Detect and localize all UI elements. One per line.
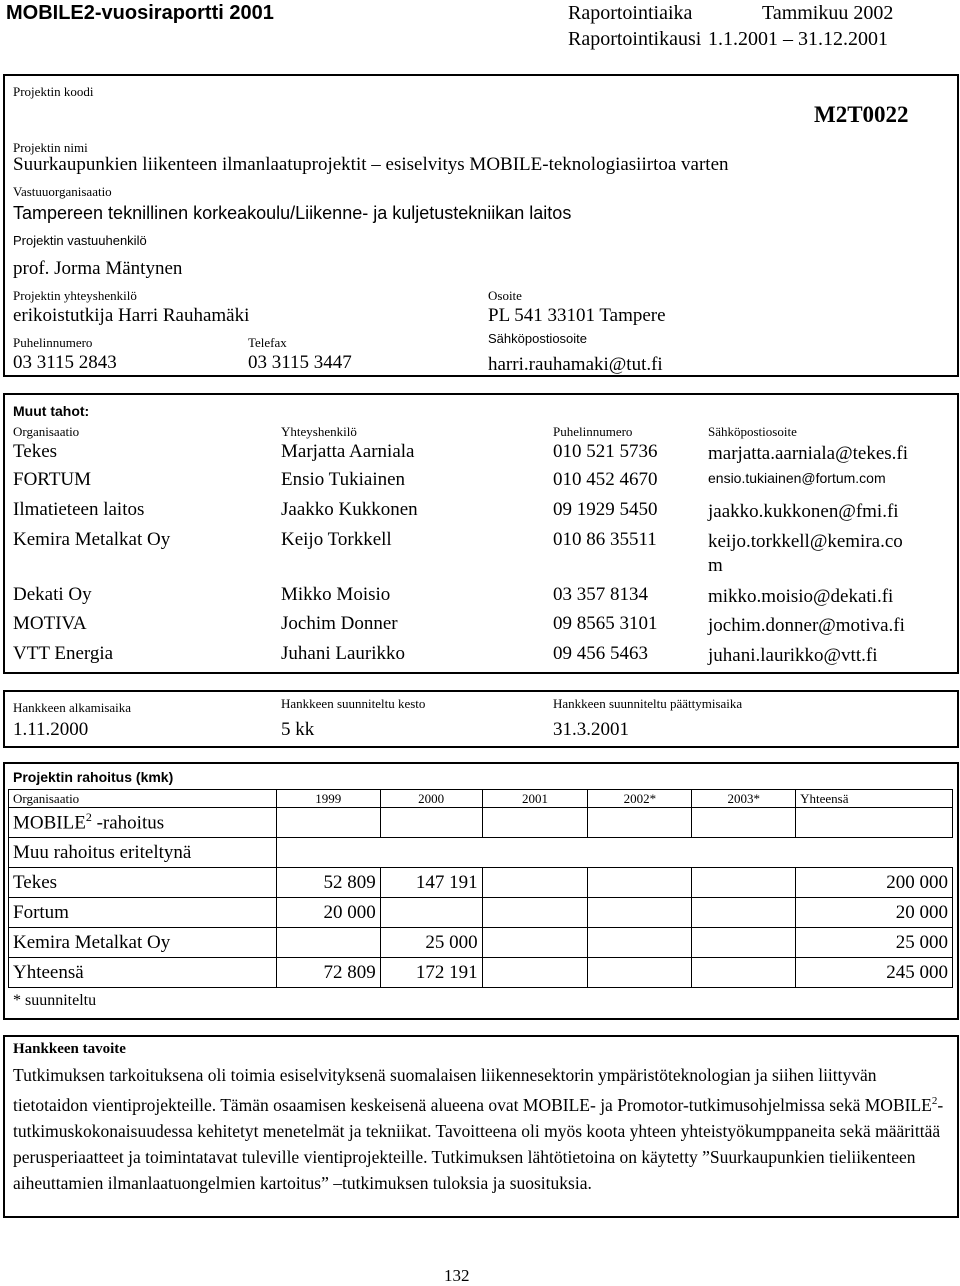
start-value: 1.11.2000 <box>13 719 89 740</box>
other-parties-title: Muut tahot: <box>13 403 90 419</box>
funding-cell-org: Muu rahoitus eriteltynä <box>9 838 277 868</box>
funding-cell <box>482 838 588 868</box>
funding-col-total: Yhteensä <box>796 790 953 808</box>
funding-table <box>8 789 953 988</box>
funding-row <box>9 868 953 898</box>
project-code: M2T0022 <box>814 102 909 127</box>
funding-cell <box>588 868 692 898</box>
lead-value: prof. Jorma Mäntynen <box>13 258 183 279</box>
table-row-email: mikko.moisio@dekati.fi <box>708 586 894 607</box>
duration-label: Hankkeen suunniteltu kesto <box>281 696 426 711</box>
email-value: harri.rauhamaki@tut.fi <box>488 354 663 375</box>
funding-cell <box>588 838 692 868</box>
project-name: Suurkaupunkien liikenteen ilmanlaatuprojektit – esiselvitys MOBILE-teknologiasiirtoa varten <box>13 154 729 175</box>
table-row-org: MOTIVA <box>13 613 87 634</box>
goal-text-sup: 2 <box>931 1095 938 1107</box>
table-row-person: Jochim Donner <box>281 613 398 634</box>
table-row-person: Juhani Laurikko <box>281 643 406 664</box>
funding-row <box>9 898 953 928</box>
contact-label: Projektin yhteyshenkilö <box>13 288 137 303</box>
goal-text-part1: Tutkimuksen tarkoituksena oli toimia esiselvityksenä suomalaisen liikennesektorin ympäristöteknologian ja siihen liittyvän tietotaidon vientiprojekteille. Tämän osaamisen keskeisenä alueena ovat MOBILE- ja Promotor-tutkimusohjelmissa sekä MOBILE <box>13 1065 932 1115</box>
funding-cell: 25 000 <box>380 928 482 958</box>
mobile-sup: 2 <box>85 810 92 825</box>
contact-value: erikoistutkija Harri Rauhamäki <box>13 305 250 326</box>
table-row-org: Kemira Metalkat Oy <box>13 529 171 550</box>
org-label: Vastuuorganisaatio <box>13 184 112 199</box>
col-header-org: Organisaatio <box>13 424 80 439</box>
funding-col-2001: 2001 <box>482 790 588 808</box>
end-label: Hankkeen suunniteltu päättymisaika <box>553 696 743 711</box>
mobile-label: MOBILE <box>13 812 86 834</box>
funding-cell-org: Fortum <box>9 898 277 928</box>
col-header-person: Yhteyshenkilö <box>281 424 357 439</box>
org-value: Tampereen teknillinen korkeakoulu/Liikenne- ja kuljetustekniikan laitos <box>13 203 572 223</box>
funding-col-2002: 2002* <box>588 790 692 808</box>
table-row-phone: 010 86 35511 <box>553 529 657 550</box>
funding-cell <box>482 898 588 928</box>
reporting-period-label: Raportointikausi <box>568 28 702 50</box>
funding-cell <box>482 928 588 958</box>
email-label: Sähköpostiosoite <box>488 331 588 346</box>
table-row-email-wrap: m <box>708 555 723 576</box>
funding-cell <box>692 928 796 958</box>
funding-col-2003: 2003* <box>692 790 796 808</box>
reporting-time-value: Tammikuu 2002 <box>762 2 894 24</box>
goal-text <box>13 1062 948 1196</box>
table-row-phone: 03 357 8134 <box>553 584 648 605</box>
col-header-email: Sähköpostiosoite <box>708 424 797 439</box>
table-row-org: FORTUM <box>13 469 92 490</box>
funding-col-1999: 1999 <box>276 790 380 808</box>
funding-cell <box>796 838 953 868</box>
funding-cell-org <box>9 808 277 838</box>
table-row-org: Ilmatieteen laitos <box>13 499 145 520</box>
table-row-email: jaakko.kukkonen@fmi.fi <box>708 501 899 522</box>
funding-cell: 25 000 <box>796 928 953 958</box>
funding-row-mobile <box>9 808 953 838</box>
funding-row <box>9 928 953 958</box>
funding-header-row <box>9 790 953 808</box>
funding-cell-org: Yhteensä <box>9 958 277 988</box>
funding-cell <box>588 898 692 928</box>
table-row-person: Keijo Torkkell <box>281 529 392 550</box>
report-title: MOBILE2-vuosiraportti 2001 <box>6 2 274 24</box>
end-value: 31.3.2001 <box>553 719 629 740</box>
reporting-period-value: 1.1.2001 – 31.12.2001 <box>708 28 888 50</box>
table-row-phone: 09 456 5463 <box>553 643 648 664</box>
funding-cell: 147 191 <box>380 868 482 898</box>
goal-text-part2: -tutkimuskokonaisuudessa kehitetyt menetelmät ja tekniikat. Tavoitteena oli myös koota yhteen yhteistyökumppaneita sekä määrittää perusperiaatteet ja toimintatavat tuleville vientiprojekteille. Tutkimuksen lähtötietoina on käytetty ”Suurkaupunkien tieliikenteen aiheuttamien ilmanlaatuongelmien kartoitus” –tutkimuksen tuloksia ja suosituksia. <box>13 1094 944 1193</box>
phone-value: 03 3115 2843 <box>13 352 117 373</box>
funding-cell <box>692 958 796 988</box>
funding-cell: 20 000 <box>796 898 953 928</box>
address-label: Osoite <box>488 288 522 303</box>
table-row-email: keijo.torkkell@kemira.co <box>708 531 903 552</box>
start-label: Hankkeen alkamisaika <box>13 700 132 715</box>
funding-cell-org: Tekes <box>9 868 277 898</box>
table-row-person: Jaakko Kukkonen <box>281 499 418 520</box>
mobile-suffix: -rahoitus <box>91 812 165 834</box>
project-name-label: Projektin nimi <box>13 140 88 155</box>
table-row-org: Tekes <box>13 441 58 462</box>
table-row-person: Mikko Moisio <box>281 584 391 605</box>
table-row-org: Dekati Oy <box>13 584 92 605</box>
funding-cell <box>276 928 380 958</box>
funding-cell <box>692 868 796 898</box>
table-row-phone: 09 8565 3101 <box>553 613 658 634</box>
goal-title: Hankkeen tavoite <box>13 1041 126 1057</box>
table-row-email: marjatta.aarniala@tekes.fi <box>708 443 909 464</box>
funding-cell: 52 809 <box>276 868 380 898</box>
table-row-email: ensio.tukiainen@fortum.com <box>708 470 886 486</box>
table-row-phone: 09 1929 5450 <box>553 499 658 520</box>
table-row-person: Ensio Tukiainen <box>281 469 406 490</box>
table-row-email: juhani.laurikko@vtt.fi <box>708 645 878 666</box>
funding-title: Projektin rahoitus (kmk) <box>13 769 174 785</box>
funding-row <box>9 838 953 868</box>
funding-cell: 172 191 <box>380 958 482 988</box>
funding-cell <box>380 838 482 868</box>
table-row-org: VTT Energia <box>13 643 114 664</box>
lead-label: Projektin vastuuhenkilö <box>13 233 147 248</box>
funding-footnote: * suunniteltu <box>13 992 97 1009</box>
col-header-phone: Puhelinnumero <box>553 424 633 439</box>
funding-cell: 245 000 <box>796 958 953 988</box>
page-number: 132 <box>444 1266 470 1285</box>
funding-col-2000: 2000 <box>380 790 482 808</box>
funding-cell <box>380 898 482 928</box>
table-row-phone: 010 521 5736 <box>553 441 658 462</box>
table-row-phone: 010 452 4670 <box>553 469 658 490</box>
reporting-time-label: Raportointiaika <box>568 2 693 24</box>
project-code-label: Projektin koodi <box>13 84 94 99</box>
funding-cell <box>692 838 796 868</box>
table-row-person: Marjatta Aarniala <box>281 441 415 462</box>
funding-cell: 20 000 <box>276 898 380 928</box>
schedule-box <box>3 690 959 748</box>
duration-value: 5 kk <box>281 719 315 740</box>
funding-cell: 200 000 <box>796 868 953 898</box>
funding-cell <box>276 838 380 868</box>
table-row-email: jochim.donner@motiva.fi <box>708 615 905 636</box>
funding-cell <box>692 898 796 928</box>
funding-cell-org: Kemira Metalkat Oy <box>9 928 277 958</box>
funding-cell: 72 809 <box>276 958 380 988</box>
fax-value: 03 3115 3447 <box>248 352 352 373</box>
fax-label: Telefax <box>248 335 287 350</box>
funding-cell <box>482 868 588 898</box>
funding-col-org: Organisaatio <box>9 790 277 808</box>
address-value: PL 541 33101 Tampere <box>488 305 666 326</box>
funding-cell <box>482 958 588 988</box>
phone-label: Puhelinnumero <box>13 335 93 350</box>
funding-cell <box>588 928 692 958</box>
funding-row-total <box>9 958 953 988</box>
funding-cell <box>588 958 692 988</box>
